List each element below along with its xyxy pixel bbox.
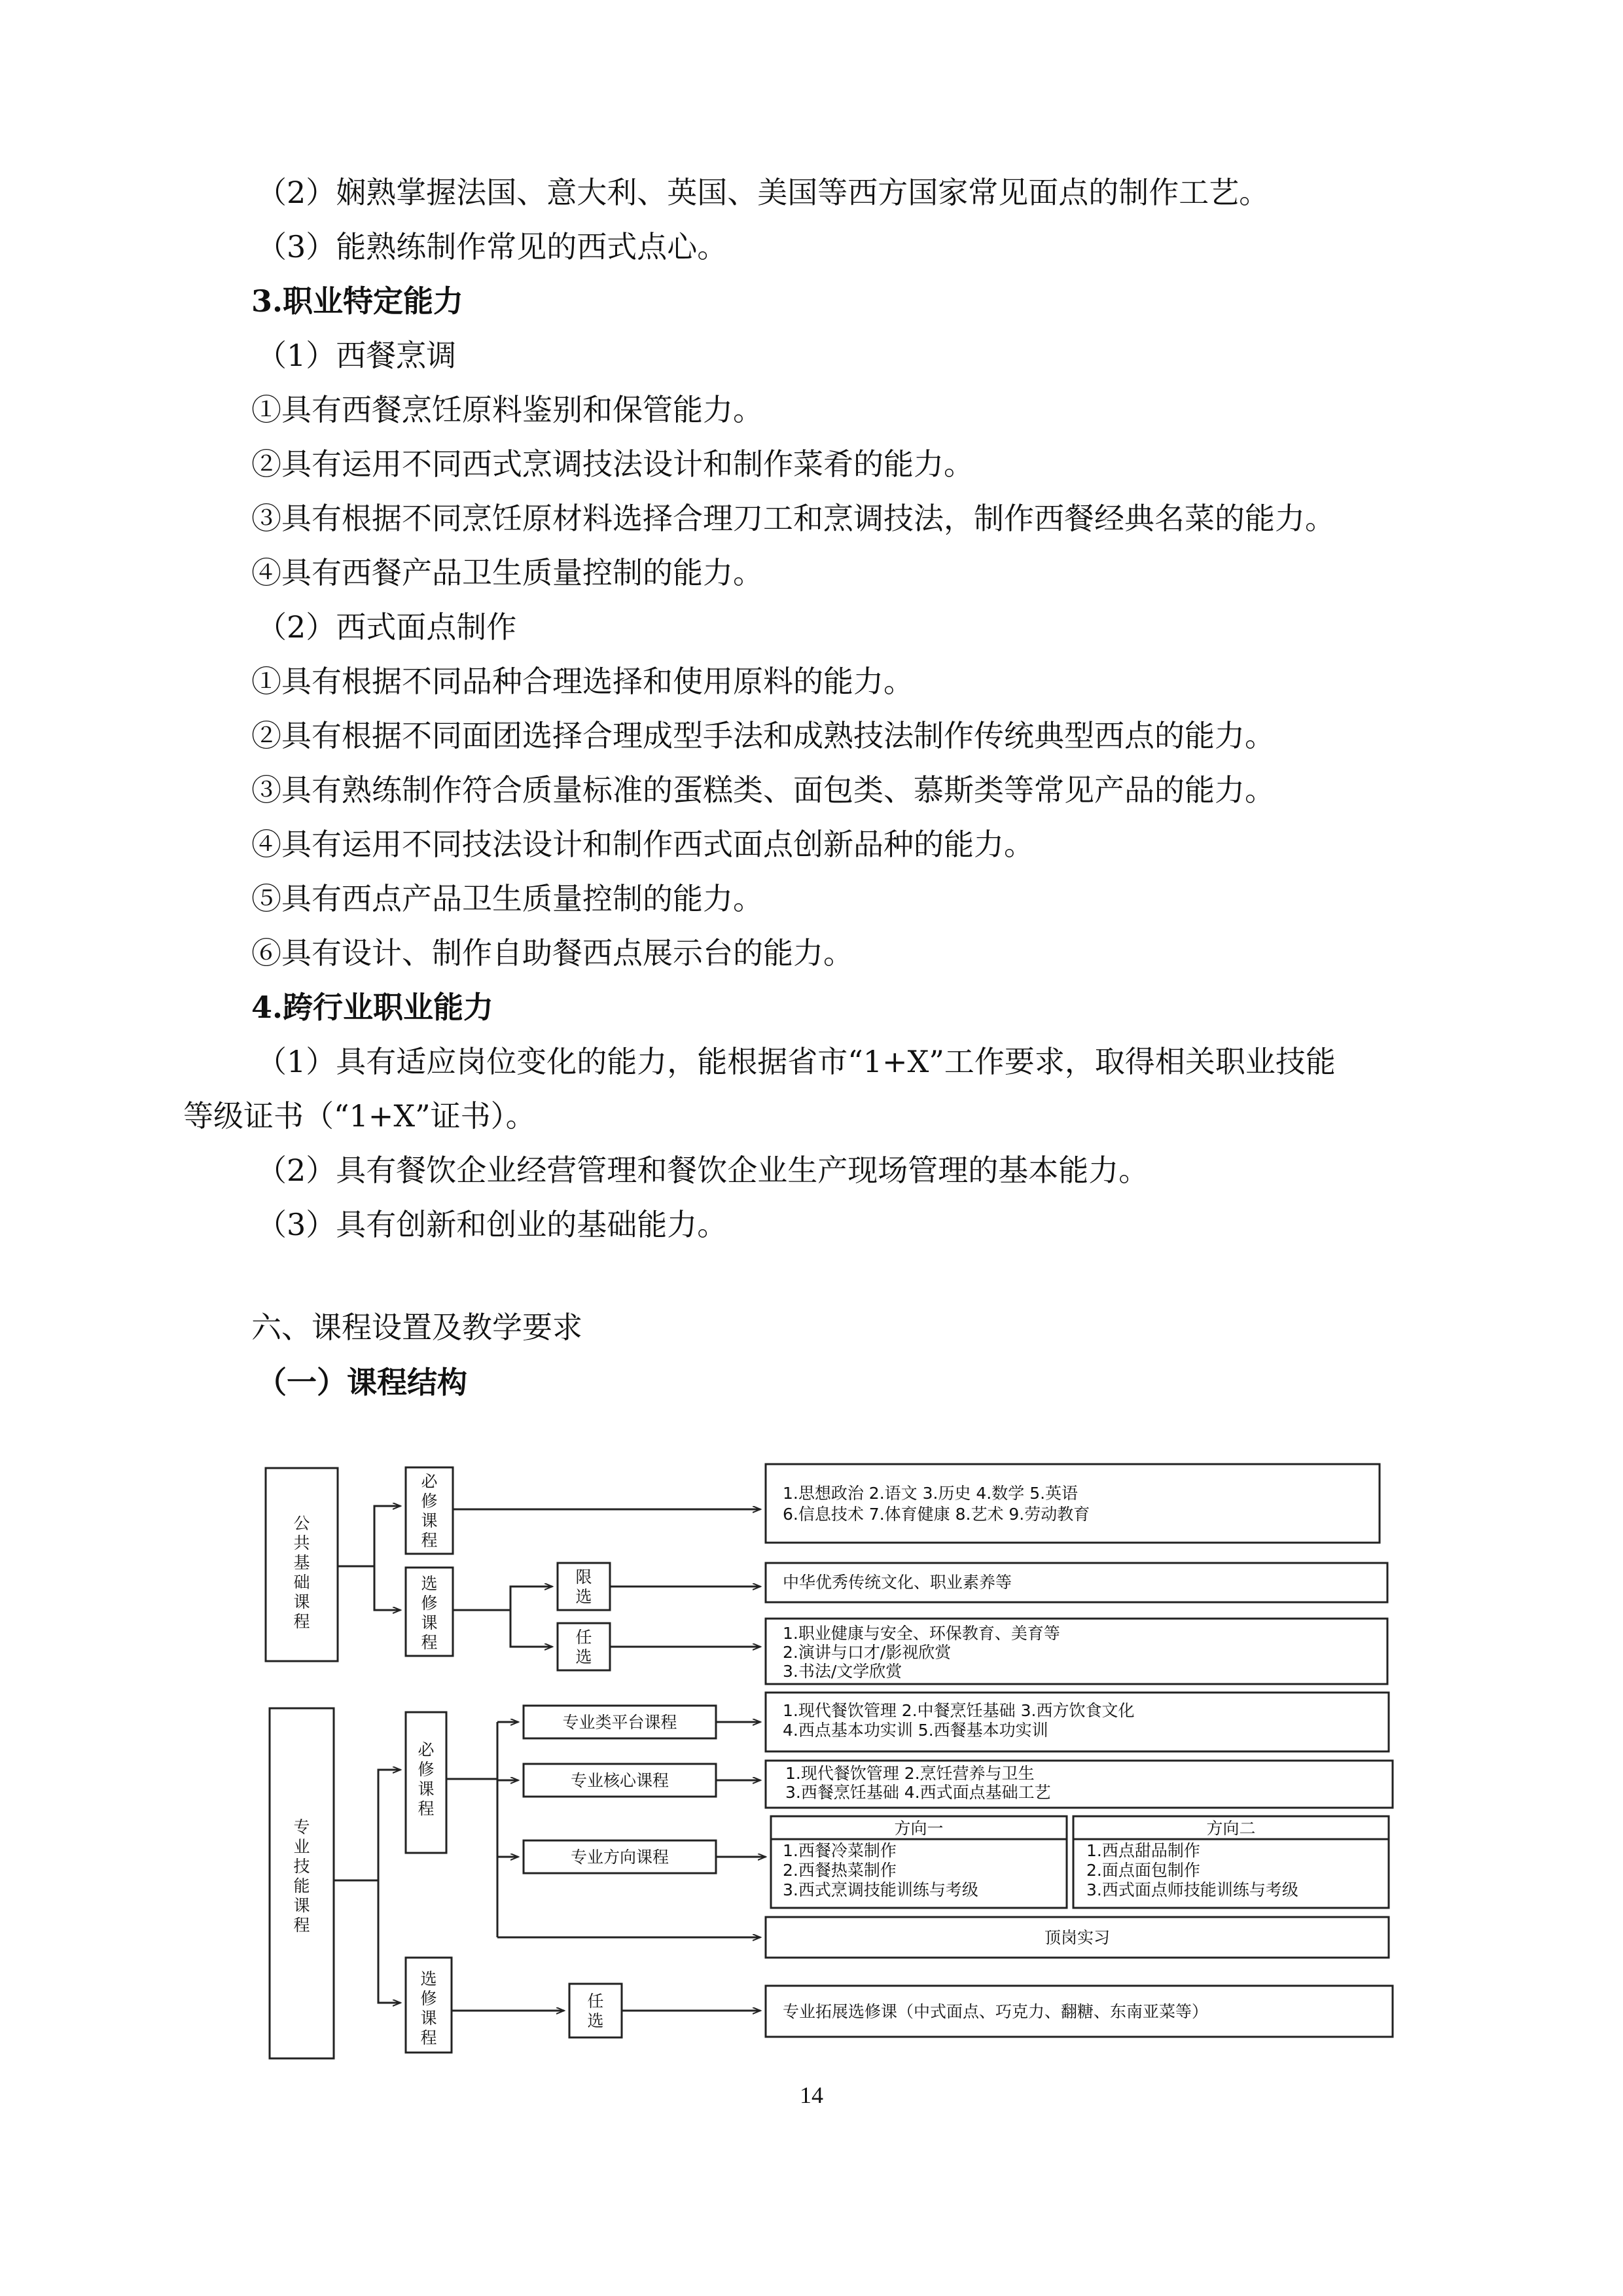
label-public-required: 课 bbox=[421, 1511, 438, 1530]
section-title: 六、课程设置及教学要求 bbox=[251, 1310, 582, 1345]
connector bbox=[374, 1566, 401, 1610]
connector bbox=[338, 1506, 401, 1566]
label-public-required: 程 bbox=[421, 1531, 438, 1550]
label-public-elective: 修 bbox=[421, 1594, 438, 1613]
label-public-category: 共 bbox=[293, 1534, 310, 1552]
label-pro-required: 程 bbox=[418, 1799, 435, 1818]
text-line: （2）具有餐饮企业经营管理和餐饮企业生产现场管理的基本能力。 bbox=[257, 1153, 1149, 1188]
text-line: ④具有西餐产品卫生质量控制的能力。 bbox=[251, 555, 763, 590]
direction2-title: 方向二 bbox=[1206, 1819, 1256, 1838]
direction2-courses: 2.面点面包制作 bbox=[1086, 1861, 1200, 1880]
label-public-elective: 程 bbox=[421, 1633, 438, 1652]
text-line: （3）能熟练制作常见的西式点心。 bbox=[257, 229, 728, 264]
connector bbox=[334, 1770, 401, 1880]
text-line: ③具有根据不同烹饪原材料选择合理刀工和烹调技法，制作西餐经典名菜的能力。 bbox=[251, 501, 1335, 536]
label-optional: 任 bbox=[575, 1628, 592, 1647]
text-line: ②具有根据不同面团选择合理成型手法和成熟技法制作传统典型西点的能力。 bbox=[251, 718, 1275, 753]
optional-courses: 2.演讲与口才/影视欣赏 bbox=[783, 1643, 952, 1662]
direction1-title: 方向一 bbox=[894, 1819, 944, 1838]
direction2-courses: 1.西点甜品制作 bbox=[1086, 1841, 1200, 1860]
text-line: （3）具有创新和创业的基础能力。 bbox=[257, 1207, 728, 1242]
label-public-category: 程 bbox=[293, 1612, 310, 1631]
label-pro-elective: 课 bbox=[420, 2009, 437, 2028]
subsection-title: （一）课程结构 bbox=[257, 1365, 467, 1400]
text-line: （2）娴熟掌握法国、意大利、英国、美国等西方国家常见面点的制作工艺。 bbox=[257, 175, 1270, 210]
optional-courses: 3.书法/文学欣赏 bbox=[783, 1662, 902, 1681]
text-line: 等级证书（“1+X”证书）。 bbox=[183, 1098, 536, 1134]
label-pro-elective: 修 bbox=[420, 1989, 437, 2008]
label-pro-category: 能 bbox=[293, 1876, 310, 1895]
connector bbox=[510, 1587, 552, 1647]
label-core: 专业核心课程 bbox=[570, 1771, 669, 1790]
label-pro-elective: 程 bbox=[420, 2028, 437, 2047]
label-pro-elective: 选 bbox=[420, 1969, 437, 1988]
box-public-required-courses bbox=[766, 1464, 1380, 1543]
label-pro-category: 业 bbox=[293, 1837, 310, 1856]
platform-courses: 1.现代餐饮管理 2.中餐烹饪基础 3.西方饮食文化 bbox=[783, 1701, 1135, 1720]
core-courses: 3.西餐烹饪基础 4.西式面点基础工艺 bbox=[785, 1783, 1051, 1802]
text-line: ②具有运用不同西式烹调技法设计和制作菜肴的能力。 bbox=[251, 446, 974, 482]
label-pro-category: 专 bbox=[293, 1818, 310, 1837]
core-courses: 1.现代餐饮管理 2.烹饪营养与卫生 bbox=[785, 1764, 1035, 1783]
text-line: ⑤具有西点产品卫生质量控制的能力。 bbox=[251, 881, 763, 916]
label-public-category: 课 bbox=[293, 1592, 310, 1611]
label-limited: 选 bbox=[575, 1587, 592, 1606]
text-line: ①具有根据不同品种合理选择和使用原料的能力。 bbox=[251, 664, 914, 699]
direction1-courses: 1.西餐冷菜制作 bbox=[783, 1841, 897, 1860]
text-line: ①具有西餐烹饪原料鉴别和保管能力。 bbox=[251, 392, 763, 427]
text-line: ③具有熟练制作符合质量标准的蛋糕类、面包类、慕斯类等常见产品的能力。 bbox=[251, 772, 1275, 808]
label-pro-required: 必 bbox=[418, 1740, 435, 1759]
label-optional: 选 bbox=[575, 1647, 592, 1666]
platform-courses: 4.西点基本功实训 5.西餐基本功实训 bbox=[783, 1721, 1048, 1740]
label-public-category: 基 bbox=[293, 1553, 310, 1572]
extension-courses: 专业拓展选修课（中式面点、巧克力、翻糖、东南亚菜等） bbox=[783, 2002, 1209, 2021]
label-platform: 专业类平台课程 bbox=[562, 1713, 677, 1732]
public-required-courses: 1.思想政治 2.语文 3.历史 4.数学 5.英语 bbox=[783, 1484, 1079, 1503]
text-line: ④具有运用不同技法设计和制作西式面点创新品种的能力。 bbox=[251, 827, 1034, 862]
label-pro-category: 程 bbox=[293, 1916, 310, 1935]
optional-courses: 1.职业健康与安全、环保教育、美育等 bbox=[783, 1624, 1060, 1643]
label-public-category: 础 bbox=[293, 1573, 310, 1592]
label-limited: 限 bbox=[575, 1568, 592, 1587]
label-pro-optional: 选 bbox=[587, 2011, 604, 2030]
label-public-elective: 课 bbox=[421, 1613, 438, 1632]
limited-courses: 中华优秀传统文化、职业素养等 bbox=[783, 1573, 1012, 1592]
label-direction: 专业方向课程 bbox=[570, 1848, 669, 1867]
heading-3: 3.职业特定能力 bbox=[251, 283, 464, 319]
heading-4: 4.跨行业职业能力 bbox=[251, 990, 494, 1025]
internship: 顶岗实习 bbox=[1044, 1928, 1111, 1947]
label-pro-required: 课 bbox=[418, 1780, 435, 1799]
label-pro-required: 修 bbox=[418, 1760, 435, 1779]
text-line: （1）具有适应岗位变化的能力，能根据省市“1+X”工作要求，取得相关职业技能 bbox=[257, 1044, 1336, 1079]
public-required-courses: 6.信息技术 7.体育健康 8.艺术 9.劳动教育 bbox=[783, 1505, 1090, 1524]
direction2-courses: 3.西式面点师技能训练与考级 bbox=[1086, 1880, 1298, 1899]
label-public-required: 修 bbox=[421, 1492, 438, 1511]
label-public-required: 必 bbox=[421, 1472, 438, 1491]
label-public-category: 公 bbox=[293, 1514, 310, 1533]
label-pro-category: 技 bbox=[293, 1857, 310, 1876]
connector bbox=[378, 1880, 401, 2003]
direction1-courses: 3.西式烹调技能训练与考级 bbox=[783, 1880, 978, 1899]
connector bbox=[453, 1587, 552, 1610]
label-pro-optional: 任 bbox=[587, 1992, 604, 2011]
text-line: （2）西式面点制作 bbox=[257, 609, 517, 645]
label-public-elective: 选 bbox=[421, 1574, 438, 1593]
direction1-courses: 2.西餐热菜制作 bbox=[783, 1861, 897, 1880]
text-line: （1）西餐烹调 bbox=[257, 338, 457, 373]
label-pro-category: 课 bbox=[293, 1896, 310, 1915]
page-number: 14 bbox=[800, 2082, 823, 2108]
text-line: ⑥具有设计、制作自助餐西点展示台的能力。 bbox=[251, 935, 853, 971]
